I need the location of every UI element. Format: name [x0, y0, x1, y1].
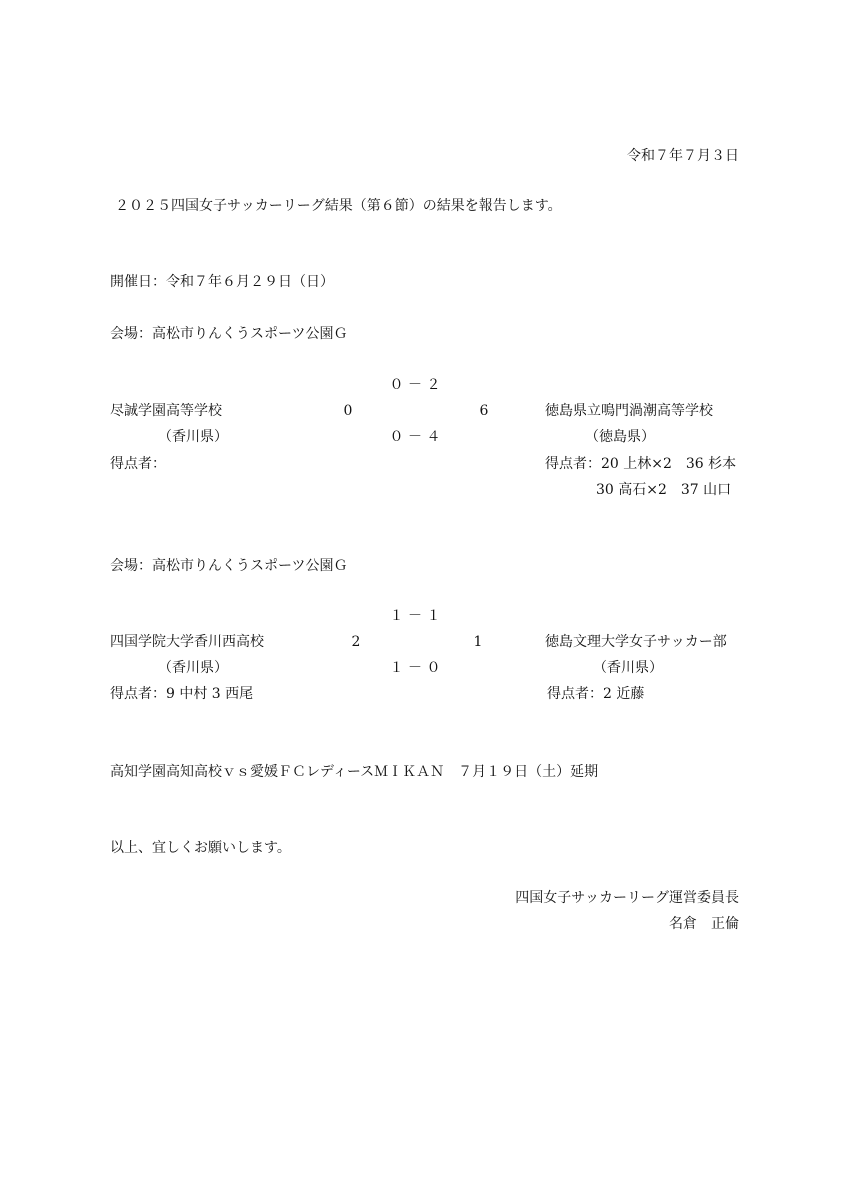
report-date: 令和７年７月３日: [627, 148, 739, 164]
venue-1: 会場：高松市りんくうスポーツ公園Ｇ: [110, 326, 348, 342]
signature-name: 名倉 正倫: [669, 916, 739, 932]
closing-line: 以上、宜しくお願いします。: [110, 840, 291, 856]
match-1-away-scorers: 得点者：20 上林×2 36 杉本: [545, 456, 737, 472]
match-2-home-score: 2: [351, 634, 361, 650]
signature-title: 四国女子サッカーリーグ運営委員長: [515, 890, 739, 906]
match-1-home-scorers: 得点者：: [110, 456, 166, 472]
match-2-away-team: 徳島文理大学女子サッカー部: [545, 634, 727, 650]
match-2-away-scorers: 得点者：2 近藤: [547, 686, 645, 702]
match-1-home-prefecture: （香川県）: [158, 429, 228, 445]
match-2-first-half: １ － １: [389, 608, 441, 624]
match-1-home-score: 0: [343, 403, 353, 419]
match-2-home-prefecture: （香川県）: [158, 660, 228, 676]
match-1-away-prefecture: （徳島県）: [585, 429, 655, 445]
match-1-first-half: ０ － ２: [389, 377, 441, 393]
match-2-away-prefecture: （香川県）: [593, 660, 663, 676]
match-2-second-half: １ － ０: [389, 660, 441, 676]
postponed-match: 高知学園高知高校ｖｓ愛媛ＦＣレディースＭＩＫＡＮ ７月１９日（土）延期: [110, 764, 599, 780]
match-2-home-team: 四国学院大学香川西高校: [110, 634, 264, 650]
match-1-away-team: 徳島県立鳴門渦潮高等学校: [545, 403, 713, 419]
match-1-second-half: ０ － ４: [389, 429, 441, 445]
match-2-home-scorers: 得点者：9 中村 3 西尾: [110, 686, 254, 702]
report-intro: ２０２５四国女子サッカーリーグ結果（第６節）の結果を報告します。: [115, 198, 562, 214]
match-2-away-score: 1: [473, 634, 483, 650]
match-1-away-score: 6: [479, 403, 489, 419]
match-1-home-team: 尽誠学園高等学校: [110, 403, 222, 419]
match-1-away-scorers-cont: 30 高石×2 37 山口: [596, 482, 732, 498]
match-day: 開催日：令和７年６月２９日（日）: [110, 274, 334, 290]
venue-2: 会場：高松市りんくうスポーツ公園Ｇ: [110, 558, 348, 574]
